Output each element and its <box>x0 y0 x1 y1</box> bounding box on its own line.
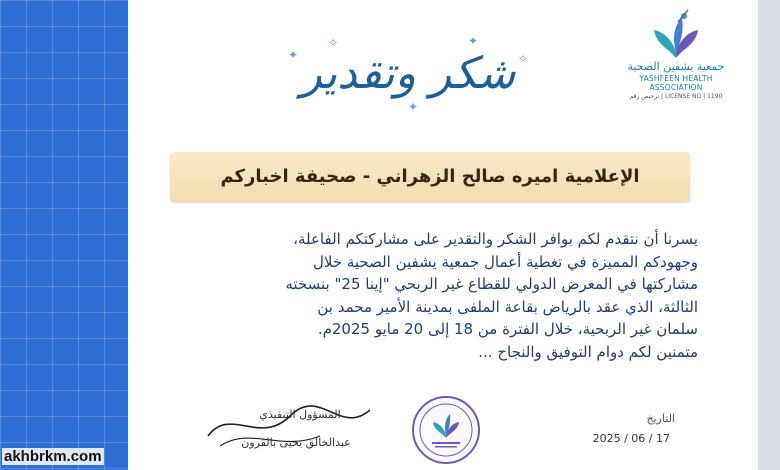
date-label: التاريخ <box>646 412 675 425</box>
recipient-name: الإعلامية اميره صالح الزهراني - صحيفة اخباركم <box>220 166 640 187</box>
sparkle-icon: ✦ <box>288 48 299 62</box>
seal-logo-icon <box>414 398 478 462</box>
heading-text: شكر وتقدير <box>300 48 516 99</box>
sparkle-icon: ✧ <box>518 52 529 66</box>
body-line: مشاركتها في المعرض الدولي للقطاع غير الربحي "إينا 25" بنسخته <box>285 275 698 293</box>
logo-english-name: YASHFEEN HEALTH ASSOCIATION <box>639 74 713 92</box>
butterfly-logo-icon <box>648 8 704 62</box>
left-blue-grid-panel <box>0 0 128 470</box>
sparkle-icon: ✧ <box>328 36 339 50</box>
right-edge-strip <box>758 0 780 470</box>
logo-license: LICENSE NO | 1190 | ترخيص رقم <box>629 93 723 100</box>
thanks-calligraphy-heading <box>258 30 558 120</box>
logo-arabic-name: جمعية يشفين الصحية <box>627 60 725 73</box>
body-line: يسرنا أن نتقدم لكم بوافر الشكر والتقدير على مشاركتكم الفاعلة، <box>293 230 698 248</box>
body-line: الثالثة، الذي عقد بالرياض بقاعة الملفى بمدينة الأمير محمد بن <box>317 297 698 316</box>
association-logo <box>620 8 732 100</box>
sparkle-icon: ✦ <box>468 34 479 48</box>
association-seal <box>412 396 480 464</box>
sparkle-icon: ✦ <box>408 100 419 114</box>
site-watermark: akhbrkm.com <box>4 448 102 465</box>
date-value: 2025 / 06 / 17 <box>592 432 670 445</box>
signer-title: المسؤول التنفيذي <box>259 408 341 421</box>
certificate-body <box>190 228 698 363</box>
signer-name: عبدالخالق يحيى بالقرون <box>241 436 351 449</box>
body-line: متمنين لكم دوام التوفيق والنجاح ... <box>478 342 698 361</box>
body-line: سلمان غير الربحية، خلال الفترة من 18 إلى 20 مايو 2025م. <box>317 320 698 338</box>
recipient-ribbon <box>170 152 690 202</box>
body-line: وجهودكم المميزة في تغطية أعمال جمعية يشفين الصحية خلال <box>312 252 698 271</box>
